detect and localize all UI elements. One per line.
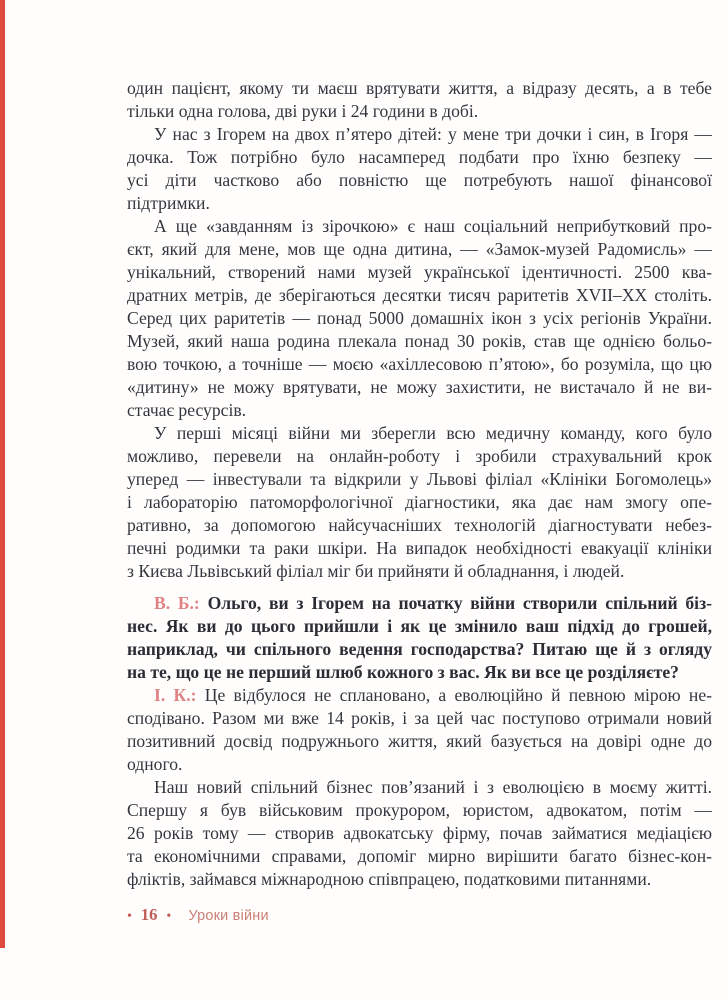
- text-line: А ще «завданням із зірочкою» є наш соціальний неприбутковий про-: [154, 216, 712, 236]
- page-footer: [127, 905, 712, 927]
- text-line: уперед — інвестували та відкрили у Львові філіал «Клініки Богомолець»: [127, 469, 712, 489]
- speaker-label: І. К.:: [154, 685, 197, 705]
- text-line: тільки одна голова, дві руки і 24 години в добі.: [127, 101, 479, 121]
- text-line: Спершу я був військовим прокурором, юристом, адвокатом, потім —: [127, 800, 712, 820]
- paragraph: [127, 422, 712, 583]
- text-line: фліктів, займався міжнародною співпрацею, податковими питаннями.: [127, 869, 652, 889]
- text-line: ративно, за допомогою найсучасніших технологій діагностувати небез-: [127, 515, 712, 535]
- text-line: один пацієнт, якому ти маєш врятувати життя, а відразу десять, а в тебе: [127, 78, 712, 98]
- paragraph: [127, 123, 712, 215]
- text-line: «дитину» не можу врятувати, не можу захистити, не вистачало й не ви-: [127, 377, 712, 397]
- text-line: У перші місяці війни ми зберегли всю медичну команду, кого було: [154, 423, 712, 443]
- text-line: Серед цих раритетів — понад 5000 домашніх ікон з усіх регіонів України.: [127, 308, 712, 328]
- text-line: В. Б.: Ольго, ви з Ігорем на початку війни створили спільний біз-: [154, 593, 712, 613]
- text-line: Наш новий спільний бізнес пов’язаний і з еволюцією в моєму житті.: [154, 777, 712, 797]
- paragraph: [127, 77, 712, 123]
- text-line: єкт, який для мене, мов ще одна дитина, — «Замок-музей Радомисль» —: [127, 239, 712, 259]
- text-line: підтримки.: [127, 193, 210, 213]
- text-line: нес. Як ви до цього прийшли і як це змінило ваш підхід до грошей,: [127, 616, 712, 636]
- paragraph: [127, 215, 712, 422]
- text-line: позитивний досвід подружнього життя, який базується на довірі одне до: [127, 731, 712, 751]
- paragraph: [127, 684, 712, 776]
- text-line: дочка. Тож потрібно було насамперед подбати про їхню безпеку —: [127, 147, 712, 167]
- paragraph: [127, 592, 712, 684]
- text-line: і лабораторію патоморфологічної діагностики, яка дає нам змогу опе-: [127, 492, 712, 512]
- text-line: вою точкою, а точніше — моєю «ахіллесовою п’ятою», бо розуміла, що цю: [127, 354, 712, 374]
- text-line: Музей, який наша родина плекала понад 30 років, став ще однією больо-: [127, 331, 712, 351]
- text-line: печні родимки та раки шкіри. На випадок необхідності евакуації клініки: [127, 538, 712, 558]
- text-line: та економічними справами, допоміг мирно вирішити багато бізнес-кон-: [127, 846, 712, 866]
- text-line: одного.: [127, 754, 183, 774]
- text-line: унікальний, створений нами музей української ідентичності. 2500 ква-: [127, 262, 712, 282]
- text-line: наприклад, чи спільного ведення господарства? Питаю ще й з огляду: [127, 639, 712, 659]
- page-number: 16: [140, 905, 158, 924]
- text-line: 26 років тому — створив адвокатську фірму, почав займатися медіацією: [127, 823, 712, 843]
- text-line: стачає ресурсів.: [127, 400, 247, 420]
- text-line: І. К.: Це відбулося не сплановано, а еволюційно й певною мірою не-: [154, 685, 712, 705]
- paragraph: [127, 776, 712, 891]
- page-text-block: [127, 77, 712, 891]
- page-edge-accent-stripe: [0, 0, 5, 948]
- text-line: на те, що це не перший шлюб кожного з вас. Як ви все це розділяєте?: [127, 662, 679, 682]
- speaker-label: В. Б.:: [154, 593, 200, 613]
- text-line: з Києва Львівський філіал міг би прийняти й обладнання, і людей.: [127, 561, 625, 581]
- text-line: можливо, перевели на онлайн-роботу і зробили страхувальний крок: [127, 446, 712, 466]
- text-line: усі діти частково або повністю ще потребують нашої фінансової: [127, 170, 712, 190]
- text-line: У нас з Ігорем на двох п’ятеро дітей: у мене три дочки і син, в Ігоря —: [154, 124, 712, 144]
- book-title: Уроки війни: [188, 908, 269, 924]
- text-line: сподівано. Разом ми вже 14 років, і за цей час поступово отримали новий: [127, 708, 712, 728]
- footer-bullet-left-icon: •: [127, 909, 132, 924]
- footer-bullet-right-icon: •: [166, 909, 172, 924]
- text-line: дратних метрів, де зберігаються десятки тисяч раритетів XVII–XX століть.: [127, 285, 712, 305]
